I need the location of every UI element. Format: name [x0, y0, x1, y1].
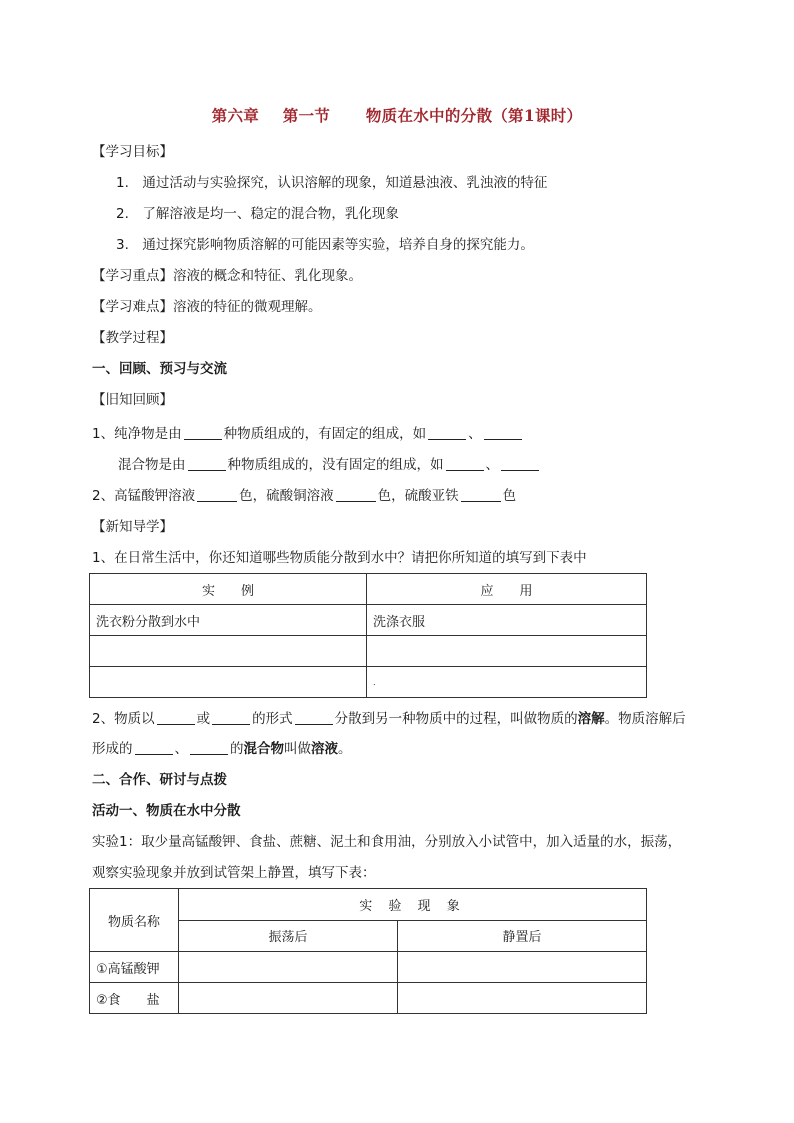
table-header-cell: 应 用: [367, 574, 647, 605]
term-dissolve: 溶解: [577, 711, 605, 727]
objective-item-1: 1. 通过活动与实验探究，认识溶解的现象，知道悬浊液、乳浊液的特征: [116, 175, 548, 191]
table-cell[interactable]: [367, 636, 647, 667]
term-mixture: 混合物: [243, 741, 284, 757]
fill-blank[interactable]: [428, 425, 466, 440]
experiment-1-line2: 观察实验现象并放到试管架上静置，填写下表：: [92, 865, 376, 881]
review-q2: 2、高锰酸钾溶液 色，硫酸铜溶液 色，硫酸亚铁 色: [92, 488, 517, 504]
fill-blank[interactable]: [446, 456, 484, 471]
table-header-cell: 实 例: [90, 574, 367, 605]
table-cell[interactable]: [179, 952, 398, 983]
table-cell[interactable]: 洗衣粉分散到水中: [90, 605, 367, 636]
fill-blank[interactable]: [157, 710, 195, 725]
process-heading: 【教学过程】: [92, 330, 173, 346]
table-header-cell: 振荡后: [179, 920, 398, 952]
fill-blank[interactable]: [461, 487, 501, 502]
fill-blank[interactable]: [197, 487, 237, 502]
table-row: [90, 636, 647, 667]
page-title: [0, 104, 794, 126]
fill-blank[interactable]: [501, 456, 539, 471]
review-q1a: 1、纯净物是由 种物质组成的，有固定的组成，如 、: [92, 423, 524, 445]
section-2-heading: 二、合作、研讨与点拨: [92, 772, 227, 788]
review-heading: 【旧知回顾】: [92, 392, 173, 408]
examples-table: [89, 573, 647, 698]
table-cell[interactable]: [398, 952, 647, 983]
experiment-1-line1: 实验1：取少量高锰酸钾、食盐、蔗糖、泥土和食用油，分别放入小试管中，加入适量的水，振荡，: [92, 834, 682, 850]
difficulties: 【学习难点】溶液的特征的微观理解。: [92, 299, 322, 315]
review-q1b: 混合物是由 种物质组成的，没有固定的组成，如 、: [118, 454, 541, 476]
fill-blank[interactable]: [295, 710, 333, 725]
activity-1-heading: 活动一、物质在水中分散: [92, 803, 241, 819]
table-cell[interactable]: [90, 636, 367, 667]
table-row: [90, 952, 647, 983]
table-cell: ①高锰酸钾: [90, 952, 179, 983]
new-knowledge-heading: 【新知导学】: [92, 519, 173, 535]
new-knowledge-q1: 1、在日常生活中，你还知道哪些物质能分散到水中？请把你所知道的填写到下表中: [92, 550, 587, 566]
table-header-row: [90, 889, 647, 921]
table-cell: ②食 盐: [90, 983, 179, 1014]
objective-item-3: 3. 通过探究影响物质溶解的可能因素等实验，培养自身的探究能力。: [116, 237, 534, 253]
table-row: [90, 605, 647, 636]
new-knowledge-q2-line1: 2、物质以 或 的形式 分散到另一种物质中的过程，叫做物质的溶解。物质溶解后: [92, 711, 686, 727]
table-cell[interactable]: [90, 667, 367, 698]
new-knowledge-q2-line2: 形成的 、 的混合物叫做溶液。: [92, 741, 352, 757]
title-topic: 物质在水中的分散（第1课时）: [365, 106, 583, 125]
table-cell[interactable]: .: [367, 667, 647, 698]
table-header-cell: 静置后: [398, 920, 647, 952]
fill-blank[interactable]: [336, 487, 376, 502]
objective-item-2: 2. 了解溶液是均一、稳定的混合物，乳化现象: [116, 206, 399, 222]
table-cell[interactable]: [398, 983, 647, 1014]
table-row: [90, 667, 647, 698]
fill-blank[interactable]: [188, 456, 226, 471]
fill-blank[interactable]: [135, 740, 173, 755]
experiment-table: [89, 888, 647, 1014]
table-header-cell: 物质名称: [90, 889, 179, 952]
fill-blank[interactable]: [190, 740, 228, 755]
table-header-cell: 实 验 现 象: [179, 889, 647, 921]
fill-blank[interactable]: [484, 425, 522, 440]
title-section: 第一节: [282, 106, 331, 125]
fill-blank[interactable]: [184, 425, 222, 440]
table-cell[interactable]: 洗涤衣服: [367, 605, 647, 636]
title-chapter: 第六章: [211, 106, 260, 125]
table-header-row: [90, 574, 647, 605]
section-1-heading: 一、回顾、预习与交流: [92, 361, 227, 377]
table-row: [90, 983, 647, 1014]
term-solution: 溶液: [311, 741, 338, 757]
objectives-heading: 【学习目标】: [92, 144, 173, 160]
fill-blank[interactable]: [212, 710, 250, 725]
key-points: 【学习重点】溶液的概念和特征、乳化现象。: [92, 268, 362, 284]
table-cell[interactable]: [179, 983, 398, 1014]
